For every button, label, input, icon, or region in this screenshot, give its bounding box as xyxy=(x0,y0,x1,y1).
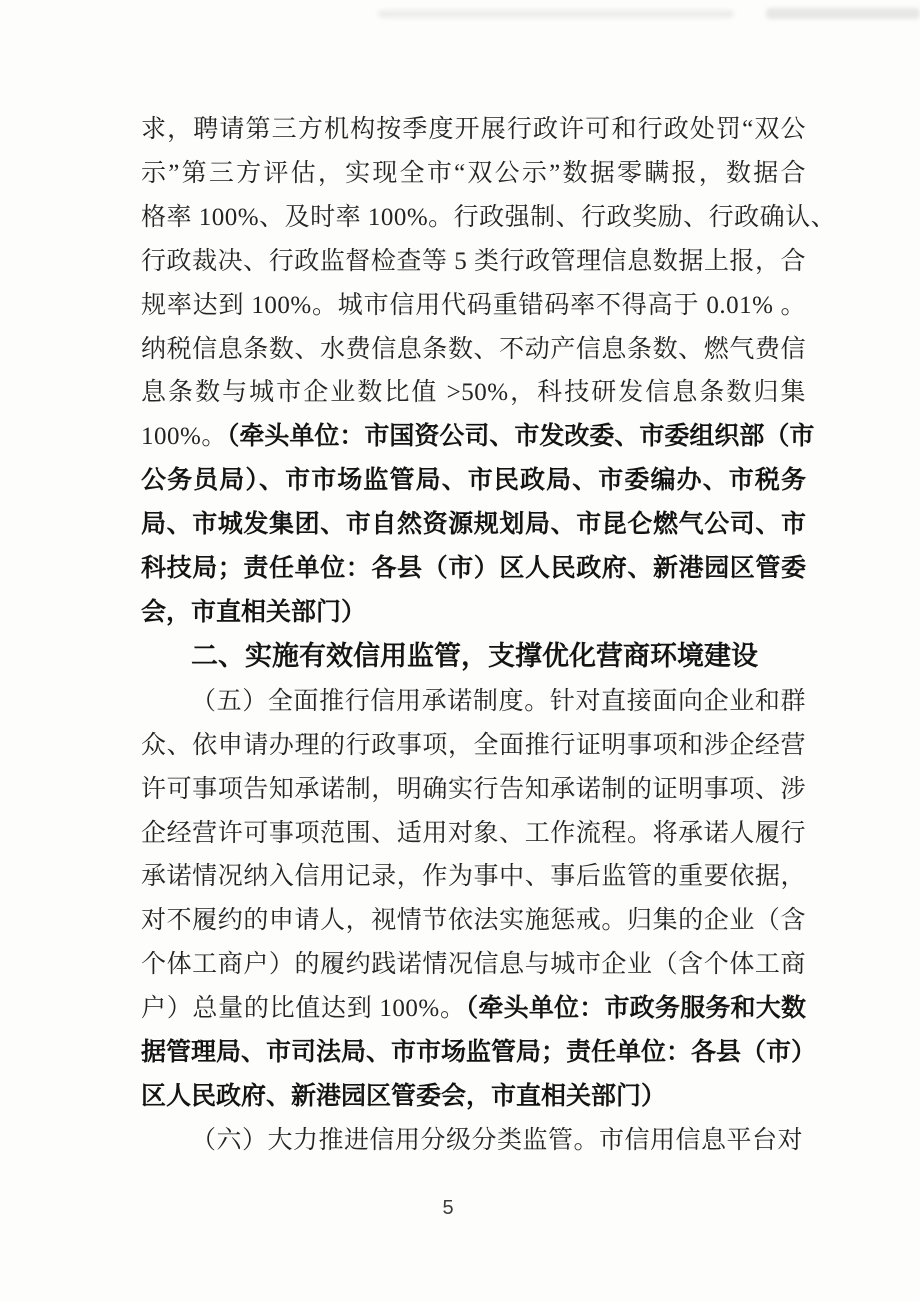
text-line xyxy=(141,547,806,591)
text-segment: （六）大力推进信用分级分类监管。市信用信息平台对 xyxy=(191,1126,804,1154)
text-line xyxy=(141,724,806,768)
text-segment: 户）总量的比值达到 100%。 xyxy=(141,995,466,1023)
text-line xyxy=(141,1119,806,1163)
text-line xyxy=(141,108,806,152)
text-segment: 许可事项告知承诺制，明确实行告知承诺制的证明事项、涉 xyxy=(141,775,806,803)
scan-smudge xyxy=(766,8,920,19)
scan-smudge xyxy=(378,10,734,18)
text-line xyxy=(141,371,806,415)
text-line xyxy=(141,591,806,635)
text-line xyxy=(141,1075,806,1119)
text-segment-bold: 局、市城发集团、市自然资源规划局、市昆仑燃气公司、市 xyxy=(141,510,806,539)
text-line xyxy=(141,812,806,856)
text-segment: （五）全面推行信用承诺制度。针对直接面向企业和群 xyxy=(191,687,806,715)
text-segment: 众、依申请办理的行政事项，全面推行证明事项和涉企经营 xyxy=(141,731,806,759)
text-line xyxy=(141,284,806,328)
text-segment-bold: （牵头单位：市政务服务和大数 xyxy=(465,994,806,1023)
text-line xyxy=(141,680,806,724)
text-line xyxy=(141,987,806,1031)
text-segment: 规率达到 100%。城市信用代码重错码率不得高于 0.01% 。 xyxy=(141,291,806,319)
text-segment: 承诺情况纳入信用记录，作为事中、事后监管的重要依据， xyxy=(141,863,806,891)
text-segment: 个体工商户）的履约践诺情况信息与城市企业（含个体工商 xyxy=(141,951,806,979)
text-segment-bold: 科技局；责任单位：各县（市）区人民政府、新港园区管委 xyxy=(141,554,806,583)
text-line xyxy=(141,1031,817,1075)
text-segment-bold: 据管理局、市司法局、市市场监管局；责任单位：各县（市） xyxy=(141,1038,817,1067)
text-line xyxy=(141,855,806,899)
text-segment-bold: 会，市直相关部门） xyxy=(141,597,367,626)
text-line xyxy=(141,943,806,987)
text-line xyxy=(141,152,806,196)
text-line xyxy=(141,415,815,459)
text-line xyxy=(141,899,806,943)
text-line xyxy=(141,768,806,812)
text-segment: 纳税信息条数、水费信息条数、不动产信息条数、燃气费信 xyxy=(141,335,806,363)
text-segment: 企经营许可事项范围、适用对象、工作流程。将承诺人履行 xyxy=(141,819,806,847)
section-heading xyxy=(141,635,806,680)
text-line xyxy=(141,196,837,240)
text-segment: 息条数与城市企业数比值 >50%，科技研发信息条数归集 xyxy=(141,379,806,407)
text-segment: 对不履约的申请人，视情节依法实施惩戒。归集的企业（含 xyxy=(141,907,806,935)
text-line xyxy=(141,459,806,503)
text-segment-bold: （牵头单位：市国资公司、市发改委、市委组织部（市 xyxy=(226,422,815,451)
text-segment-bold: 公务员局）、市市场监管局、市民政局、市委编办、市税务 xyxy=(141,466,806,495)
page-number: 5 xyxy=(442,1197,454,1219)
text-line xyxy=(141,503,806,547)
text-segment-bold: 区人民政府、新港园区管委会，市直相关部门） xyxy=(141,1081,667,1110)
text-line xyxy=(141,240,806,284)
text-line xyxy=(141,328,806,372)
heading-text: 二、实施有效信用监管，支撑优化营商环境建设 xyxy=(191,640,758,671)
text-segment: 求，聘请第三方机构按季度开展行政许可和行政处罚“双公 xyxy=(141,116,806,143)
text-segment: 行政裁决、行政监督检查等 5 类行政管理信息数据上报，合 xyxy=(141,247,806,275)
document-body xyxy=(141,108,837,1163)
text-segment: 100%。 xyxy=(141,423,227,451)
text-segment: 格率 100%、及时率 100%。行政强制、行政奖励、行政确认、 xyxy=(141,203,837,231)
text-segment: 示”第三方评估，实现全市“双公示”数据零瞒报，数据合 xyxy=(141,159,806,187)
